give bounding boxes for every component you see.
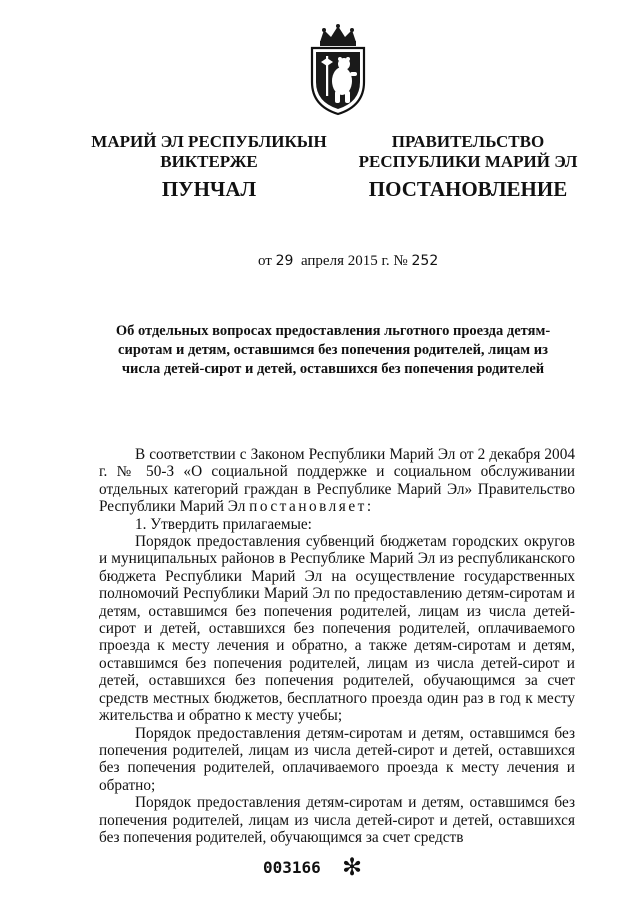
body-paragraph-1: [99, 446, 575, 516]
serial-stamp: 003166: [263, 858, 321, 877]
date-month-year: апреля 2015 г. №: [300, 253, 408, 269]
body-paragraph-3: Порядок предоставления субвенций бюджетам городских округов и муниципальных районов в Республике Марий Эл из республиканского бюджета Республики Марий Эл на осуществление государственных полномочий Республики Марий Эл по предоставлению детям-сиротам и детям, оставшимся без попечения родителей, лицам из числа детей-сирот и детей, оставшихся без попечения родителей, оплачиваемого проезда к месту лечения и обратно, а также детям-сиротам и детям, оставшимся без попечения родителей, лицам из числа детей-сирот и детей, оставшихся без попечения родителей, обучающимся за счет средств местных бюджетов, бесплатного проезда один раз в год к месту жительства и обратно к месту учебы;: [99, 533, 575, 725]
header-right-line1: ПРАВИТЕЛЬСТВО: [391, 132, 545, 151]
doc-type-russian: ПОСТАНОВЛЕНИЕ: [368, 177, 568, 201]
star-icon: ✻: [342, 853, 363, 881]
date-day: 29: [275, 253, 294, 269]
body-paragraph-1-text: В соответствии с Законом Республики Марий Эл от 2 декабря 2004 г. № 50-З «О социальной поддержке и социальном обслуживании отдельных категорий граждан в Республике Марий Эл» Правительство Республики Марий Эл: [99, 446, 575, 516]
doc-type-mari: ПУНЧАЛ: [161, 177, 257, 201]
document-title: Об отдельных вопросах предоставления льготного проезда детям-сиротам и детям, оставшимся без попечения родителей, лицам из числа детей-сирот и детей, оставшихся без попечения родителей: [115, 323, 551, 377]
header-right-line2: РЕСПУБЛИКИ МАРИЙ ЭЛ: [358, 152, 578, 171]
body-paragraph-5: Порядок предоставления детям-сиротам и детям, оставшимся без попечения родителей, лицам из числа детей-сирот и детей, оставшихся без попечения родителей, обучающимся за счет средств: [99, 794, 575, 846]
crown-icon: [320, 24, 356, 46]
coat-of-arms-emblem: [304, 24, 372, 116]
header-left-line1: МАРИЙ ЭЛ РЕСПУБЛИКЫН: [91, 132, 327, 151]
resolves-word: постановляет: [249, 498, 367, 516]
header-right-block: [336, 132, 600, 172]
date-prefix: от: [258, 253, 272, 269]
body-paragraph-4: Порядок предоставления детям-сиротам и детям, оставшимся без попечения родителей, лицам из числа детей-сирот и детей, оставшихся без попечения родителей, оплачиваемого проезда к месту лечения и обратно;: [99, 724, 575, 794]
header-left-line2: ВИКТЕРЖЕ: [160, 152, 258, 171]
body-paragraph-2: 1. Утвердить прилагаемые:: [135, 515, 312, 533]
document-body: [99, 446, 575, 846]
header-left-block: [84, 132, 334, 172]
date-line: [258, 253, 438, 270]
document-number: 252: [411, 253, 439, 269]
body-paragraph-1-end: :: [366, 498, 372, 516]
